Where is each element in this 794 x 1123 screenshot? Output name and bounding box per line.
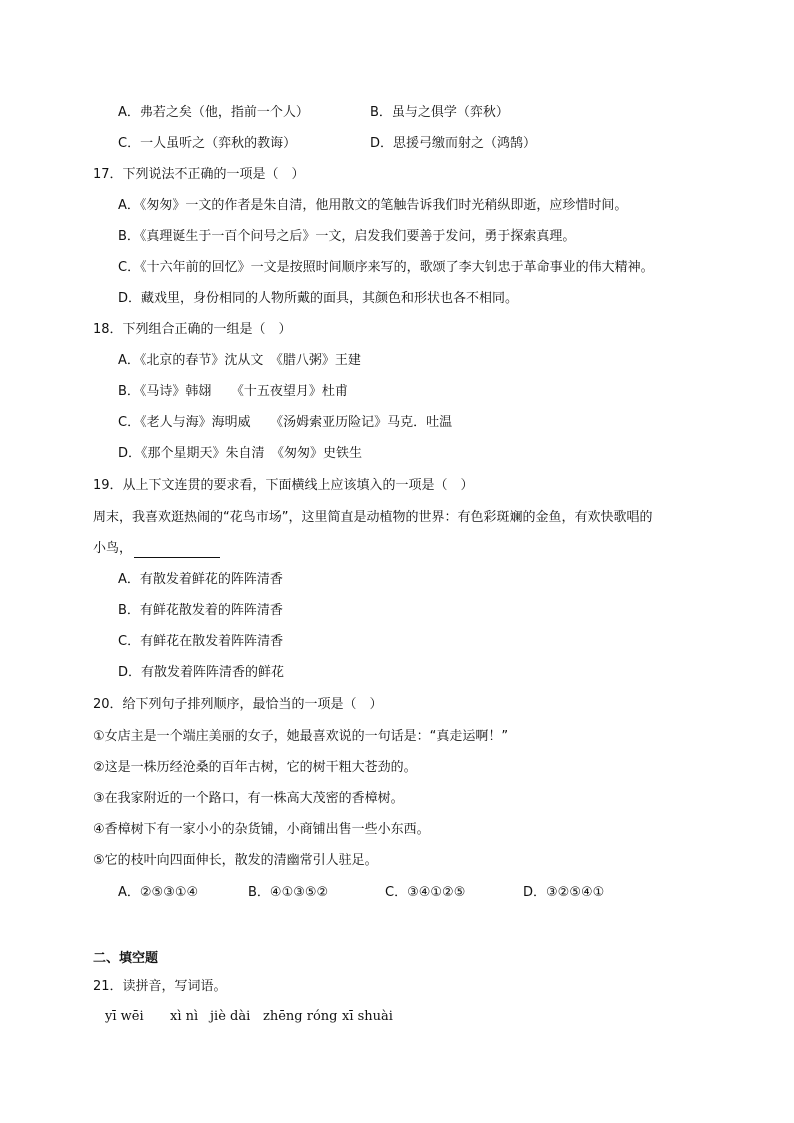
q17-option-c: C．《十六年前的回忆》一文是按照时间顺序来写的，歌颂了李大钊忠于革命事业的伟大精神。 bbox=[118, 260, 654, 275]
q19-option-d: D．有散发着阵阵清香的鲜花 bbox=[118, 665, 285, 680]
pinyin-item: xī shuài bbox=[342, 1009, 393, 1024]
q19-passage-text: 小鸟， bbox=[93, 541, 133, 556]
pinyin-item: zhēng róng bbox=[263, 1009, 338, 1024]
q20-sentence-1: ①女店主是一个端庄美丽的女子，她最喜欢说的一句话是：“真走运啊！” bbox=[93, 729, 509, 744]
q19-stem: 19．从上下文连贯的要求看，下面横线上应该填入的一项是（ ） bbox=[93, 478, 474, 493]
pinyin-item: jiè dài bbox=[210, 1009, 251, 1024]
section-title: 二、填空题 bbox=[93, 951, 159, 966]
q17-stem: 17．下列说法不正确的一项是（ ） bbox=[93, 167, 305, 182]
q16-options-row1 bbox=[118, 104, 509, 122]
q20-option-a: A．②⑤③①④ bbox=[118, 885, 199, 900]
q17-option-d: D．藏戏里，身份相同的人物所戴的面具，其颜色和形状也各不相同。 bbox=[118, 291, 519, 306]
q18-stem: 18．下列组合正确的一组是（ ） bbox=[93, 322, 292, 337]
answer-blank[interactable] bbox=[134, 543, 220, 558]
q16-option-a: A．弗若之矣（他，指前一个人） bbox=[118, 105, 309, 120]
q17-option-b: B．《真理诞生于一百个问号之后》一文，启发我们要善于发问，勇于探索真理。 bbox=[118, 229, 576, 244]
pinyin-item: xì nì bbox=[170, 1009, 199, 1024]
q16-option-b: B．虽与之俱学（弈秋） bbox=[370, 105, 509, 120]
q20-option-b: B．④①③⑤② bbox=[248, 885, 329, 900]
q20-option-c: C．③④①②⑤ bbox=[385, 885, 466, 900]
q16-option-c: C．一人虽听之（弈秋的教诲） bbox=[118, 136, 297, 151]
q16-option-d: D．思援弓缴而射之（鸿鹄） bbox=[370, 136, 537, 151]
q17-option-a: A．《匆匆》一文的作者是朱自清，他用散文的笔触告诉我们时光稍纵即逝，应珍惜时间。 bbox=[118, 198, 628, 213]
q20-stem: 20．给下列句子排列顺序，最恰当的一项是（ ） bbox=[93, 697, 383, 712]
q20-option-d: D．③②⑤④① bbox=[523, 885, 605, 900]
q16-options-row2 bbox=[118, 135, 536, 153]
q18-option-a: A．《北京的春节》沈从文 《腊八粥》王建 bbox=[118, 353, 361, 368]
q18-option-d: D．《那个星期天》朱自清 《匆匆》史铁生 bbox=[118, 446, 363, 461]
q19-option-a: A．有散发着鲜花的阵阵清香 bbox=[118, 572, 283, 587]
q21-stem: 21．读拼音，写词语。 bbox=[93, 979, 227, 994]
q20-options bbox=[118, 884, 604, 902]
q19-option-c: C．有鲜花在散发着阵阵清香 bbox=[118, 634, 284, 649]
q20-sentence-4: ④香樟树下有一家小小的杂货铺，小商铺出售一些小东西。 bbox=[93, 822, 430, 837]
q19-passage-line1: 周末，我喜欢逛热闹的“花鸟市场”，这里简直是动植物的世界：有色彩斑斓的金鱼，有欢快歌唱的 bbox=[93, 510, 653, 525]
q21-pinyin-row bbox=[105, 1008, 393, 1026]
pinyin-item: yī wēi bbox=[105, 1009, 144, 1024]
q20-sentence-3: ③在我家附近的一个路口，有一株高大茂密的香樟树。 bbox=[93, 791, 404, 806]
q20-sentence-2: ②这是一株历经沧桑的百年古树，它的树干粗大苍劲的。 bbox=[93, 760, 417, 775]
q19-passage-line2 bbox=[93, 540, 220, 558]
q20-sentence-5: ⑤它的枝叶向四面伸长，散发的清幽常引人驻足。 bbox=[93, 853, 378, 868]
q18-option-c: C．《老人与海》海明威 《汤姆索亚历险记》马克．吐温 bbox=[118, 415, 453, 430]
q19-option-b: B．有鲜花散发着的阵阵清香 bbox=[118, 603, 283, 618]
q18-option-b: B．《马诗》韩翃 《十五夜望月》杜甫 bbox=[118, 384, 348, 399]
